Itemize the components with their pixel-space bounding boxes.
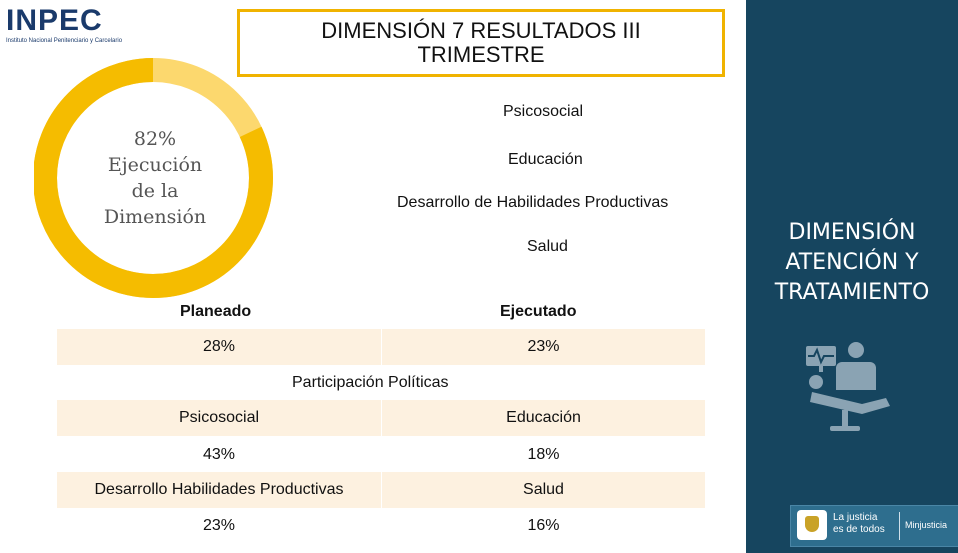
sidebar-title-line3: TRATAMIENTO [774, 280, 930, 305]
donut-label-line3: de la [131, 180, 179, 202]
participacion-row2-b: 18% [527, 446, 560, 463]
category-psicosocial: Psicosocial [503, 103, 584, 120]
ministry-name: Minjusticia [905, 520, 948, 530]
participacion-title: Participación Políticas [292, 374, 449, 391]
ejecutado-value: 23% [527, 338, 560, 355]
donut-label-line4: Dimensión [103, 206, 207, 228]
participacion-row4-b: 16% [527, 517, 560, 534]
planeado-header: Planeado [180, 303, 252, 320]
planeado-value: 28% [202, 338, 236, 355]
page-title: DIMENSIÓN 7 RESULTADOS III TRIMESTRE [321, 18, 641, 67]
gov-divider [899, 512, 900, 540]
logo-subtitle: Instituto Nacional Penitenciario y Carcelario [6, 38, 123, 44]
participacion-row1-b: Educación [506, 409, 581, 426]
sidebar-title-line2: ATENCIÓN Y [785, 250, 919, 275]
donut-label [80, 126, 230, 230]
category-educacion: Educación [508, 151, 583, 168]
participacion-row3-a: Desarrollo Habilidades Productivas [94, 481, 344, 498]
sidebar-title-line1: DIMENSIÓN [788, 220, 916, 245]
participacion-row3-b: Salud [523, 481, 564, 498]
government-footer [790, 505, 958, 547]
participacion-row4-a: 23% [202, 517, 236, 534]
sidebar-title [752, 218, 952, 308]
gov-slogan-line1: La justicia [833, 512, 878, 523]
ejecutado-header: Ejecutado [500, 303, 577, 320]
participacion-row2-a: 43% [202, 446, 236, 463]
sidebar-panel [746, 0, 958, 553]
medical-treatment-icon [802, 338, 894, 434]
title-box [237, 9, 725, 77]
category-salud: Salud [527, 238, 568, 255]
gov-slogan [833, 512, 885, 536]
logo-name: INPEC [6, 4, 103, 37]
donut-percent: 82% [133, 128, 177, 150]
colombia-coat-of-arms-icon [797, 510, 827, 540]
gov-slogan-line2: es de todos [833, 524, 885, 535]
participacion-row1-a: Psicosocial [178, 409, 260, 426]
donut-label-line2: Ejecución [107, 154, 203, 176]
category-desarrollo: Desarrollo de Habilidades Productivas [397, 194, 669, 211]
